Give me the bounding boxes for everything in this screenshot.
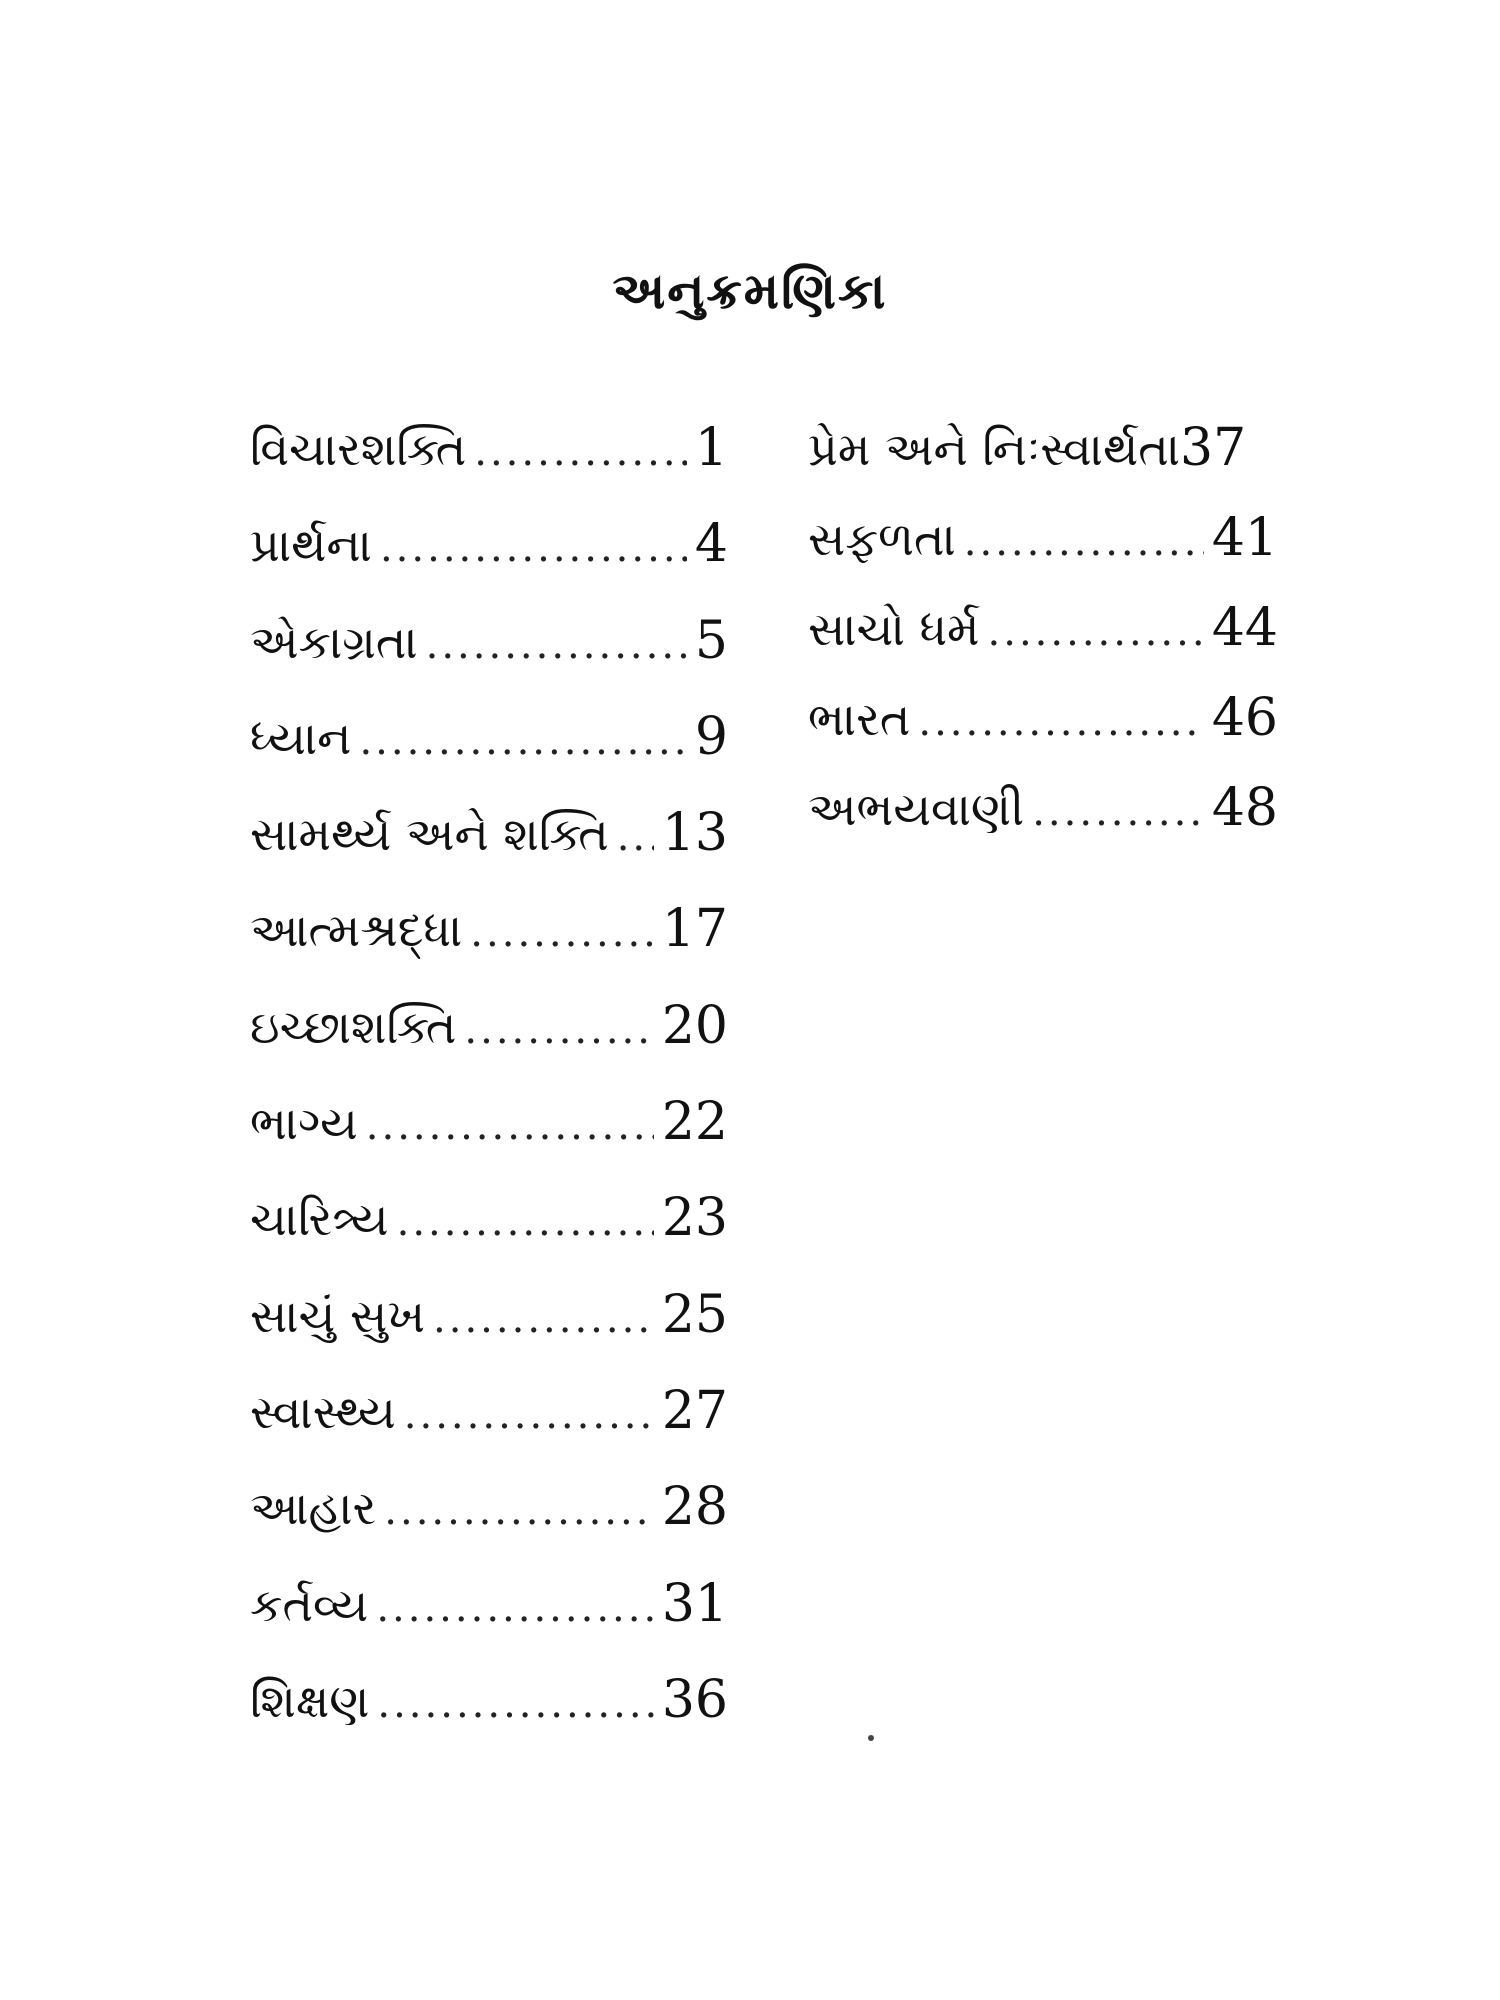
toc-entry [808, 508, 1278, 598]
toc-entry-title: શિક્ષણ [250, 1673, 370, 1728]
dot-leader [470, 903, 654, 963]
dot-leader [988, 602, 1204, 662]
toc-entry-page: 20 [661, 995, 728, 1056]
toc-entry [808, 778, 1278, 868]
toc-entry [250, 899, 728, 995]
toc-entry-page: 27 [661, 1380, 728, 1441]
toc-entry-title: ભાગ્ય [250, 1096, 358, 1151]
toc-entry-page: 44 [1211, 598, 1278, 658]
toc-entry-page: 4 [694, 514, 728, 575]
dot-leader [366, 1096, 654, 1156]
toc-entry-page: 48 [1211, 778, 1278, 838]
dot-leader [426, 615, 687, 675]
toc-entry-page: 23 [661, 1188, 728, 1249]
toc-entry [808, 598, 1278, 688]
dot-leader [380, 518, 687, 578]
toc-entry-page: 17 [661, 899, 728, 960]
toc-entry [250, 803, 728, 899]
dot-leader [1032, 782, 1204, 842]
toc-entry-page: 9 [694, 706, 728, 767]
toc-entry [250, 1188, 728, 1284]
toc-entry-page: 5 [694, 610, 728, 671]
dot-leader [397, 1192, 654, 1252]
toc-entry [250, 514, 728, 610]
toc-entry-page: 1 [694, 418, 728, 478]
toc-entry-page: 22 [661, 1092, 728, 1153]
toc-entry-title: ઇચ્છાશક્તિ [250, 999, 457, 1054]
toc-entry-title: સાચું સુખ [250, 1288, 426, 1343]
dot-leader [376, 1578, 654, 1638]
toc-entry-title: અભયવાણી [808, 782, 1025, 836]
dot-leader [617, 807, 654, 867]
ink-speck [868, 1735, 874, 1741]
page-title: અનુક્રમણિકા [612, 262, 888, 320]
toc-entry-page: 37 [1180, 418, 1247, 478]
toc-entry [808, 688, 1278, 778]
toc-entry [808, 418, 1278, 508]
toc-entry [250, 611, 728, 707]
toc-entry-page: 46 [1211, 688, 1278, 748]
toc-entry-title: પ્રાર્થના [250, 518, 372, 573]
toc-entry [250, 1477, 728, 1573]
toc-entry-page: 13 [661, 803, 728, 864]
toc-entry [250, 1574, 728, 1670]
toc-entry-title: સફળતા [808, 512, 956, 566]
toc-entry-page: 31 [661, 1573, 728, 1634]
dot-leader [404, 1385, 654, 1445]
dot-leader [359, 711, 686, 771]
toc-entry-title: આહાર [250, 1481, 377, 1536]
toc-entry [250, 1670, 728, 1766]
toc-entry-title: પ્રેમ અને નિઃસ્વાર્થતા [808, 422, 1180, 476]
toc-entry-title: સાચો ધર્મ [808, 602, 980, 656]
toc-entry [250, 1381, 728, 1477]
toc-entry [250, 1092, 728, 1188]
toc-entry-page: 41 [1211, 508, 1278, 568]
dot-leader [377, 1674, 653, 1734]
toc-entry-page: 28 [661, 1477, 728, 1538]
dot-leader [964, 512, 1204, 572]
toc-entry-title: આત્મશ્રદ્ધા [250, 903, 463, 958]
toc-left-column [250, 418, 728, 1766]
toc-entry-title: એકાગ્રતા [250, 614, 418, 669]
toc-entry-title: ધ્યાન [250, 710, 352, 765]
toc-entry-page: 25 [661, 1284, 728, 1345]
toc-entry-title: ચારિત્ર્ય [250, 1192, 389, 1247]
toc-entry [250, 1285, 728, 1381]
dot-leader [474, 422, 687, 482]
dot-leader [433, 1289, 654, 1349]
dot-leader [384, 1481, 654, 1541]
toc-right-column [808, 418, 1278, 868]
toc-entry-title: કર્તવ્ય [250, 1577, 369, 1632]
toc-entry-page: 36 [661, 1669, 728, 1730]
toc-entry [250, 707, 728, 803]
toc-entry [250, 418, 728, 514]
toc-entry-title: વિચારશક્તિ [250, 422, 467, 476]
dot-leader [464, 1000, 653, 1060]
toc-entry-title: ભારત [808, 692, 911, 746]
dot-leader [918, 692, 1203, 752]
toc-entry-title: સામર્થ્ય અને શક્તિ [250, 807, 609, 862]
toc-entry [250, 996, 728, 1092]
toc-entry-title: સ્વાસ્થ્ય [250, 1384, 396, 1439]
